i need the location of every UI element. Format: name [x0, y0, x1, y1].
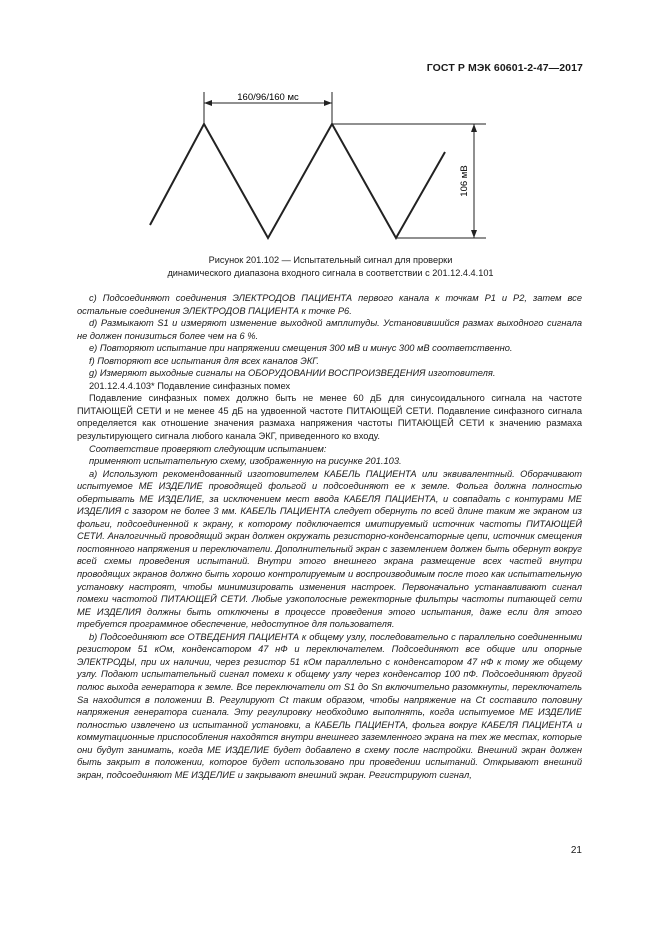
- paragraph-test-a: a) Используют рекомендованный изготовителем КАБЕЛЬ ПАЦИЕНТА или эквивалентный. Оборачивают испытуемое МЕ ИЗДЕЛИЕ проводящей фольгой и подсоединяют ее к земле. Фольга должна полностью обертывать МЕ ИЗДЕЛИЕ, за исключением мест ввода КАБЕЛЯ ПАЦИЕНТА, и совпадать с контурами МЕ ИЗДЕЛИЯ с зазором не более 3 мм. КАБЕЛЬ ПАЦИЕНТА следует обернуть по всей длине таким же экраном из фольги, подсоединенной к экрану, к которому подключается имитируемый источник частоты ПИТАЮЩЕЙ СЕТИ. Аналогичный проводящий экран должен окружать резисторно-конденсаторные цепи, источник смещения постоянного напряжения и переключатели. Дополнительный экран с заземлением должен быть обернут вокруг всей схемы проведения испытаний. Внутри этого внешнего экрана размещение всех частей внутри проводящих экранов должно быть хорошо контролируемым и воспроизводимым после того как испытательную установку настроят, чтобы минимизировать изменения настроек. Первоначально устанавливают сигнал помехи частотой ПИТАЮЩЕЙ СЕТИ. Любые узкополосные режекторные фильтры частоты питающей сети МЕ ИЗДЕЛИЯ должны быть отключены в процессе проведения этого испытания, даже если для этого требуется программное обеспечение, недоступное для пользователя.: [77, 468, 582, 630]
- figure-caption: [0, 254, 661, 279]
- paragraph-step-c: c) Подсоединяют соединения ЭЛЕКТРОДОВ ПАЦИЕНТА первого канала к точкам P1 и P2, затем все остальные соединения ЭЛЕКТРОДОВ ПАЦИЕНТА к точке P6.: [77, 293, 582, 316]
- amplitude-arrow-top: [471, 124, 477, 132]
- page-number: 21: [570, 845, 582, 856]
- paragraph-step-g: g) Измеряют выходные сигналы на ОБОРУДОВАНИИ ВОСПРОИЗВЕДЕНИЯ изготовителя.: [89, 368, 496, 379]
- section-heading: 201.12.4.4.103* Подавление синфазных помех: [89, 380, 291, 391]
- paragraph-compliance: Соответствие проверяют следующим испытанием:: [89, 443, 327, 454]
- period-label: 160/96/160 мс: [237, 92, 299, 103]
- amplitude-label: 106 мВ: [459, 165, 470, 197]
- paragraph-step-e: e) Повторяют испытание при напряжении смещения 300 мВ и минус 300 мВ соответственно.: [89, 343, 513, 354]
- paragraph-requirement: Подавление синфазных помех должно быть не менее 60 дБ для синусоидального сигнала на частоте ПИТАЮЩЕЙ СЕТИ и не менее 45 дБ на удвоенной частоте ПИТАЮЩЕЙ СЕТИ. Подавление синфазного сигнала определяется как отношение значения размаха напряжения частоты ПИТАЮЩЕЙ СЕТИ к значению размаха результирующего сигнала любого канала ЭКГ, приведенного ко входу.: [77, 393, 582, 442]
- triangle-waveform: [150, 124, 445, 238]
- paragraph-step-d: d) Размыкают S1 и измеряют изменение выходной амплитуды. Установившийся размах выходного сигнала не должен понизиться более чем на 6 %.: [77, 318, 582, 341]
- paragraph-test-b: b) Подсоединяют все ОТВЕДЕНИЯ ПАЦИЕНТА к общему узлу, последовательно с параллельно соединенными резистором 51 кОм, конденсатором 47 нФ и переключателем. Подсоединяют все общие или опорные ЭЛЕКТРОДЫ, при их наличии, через резистор 51 кОм параллельно с конденсатором 47 нФ к тому же общему узлу. Подают испытательный сигнал помехи к общему узлу через конденсатор 100 пФ. Подсоединяют другой полюс выхода генератора к земле. Все переключатели от S1 до Sn включительно разомкнуты, переключатель Sa находится в положении В. Регулируют Ct таким образом, чтобы напряжение на Ct составило половину напряжения генератора сигнала. Эту регулировку необходимо выполнять, когда испытуемое МЕ ИЗДЕЛИЕ полностью извлечено из испытанной установки, а КАБЕЛЬ ПАЦИЕНТА, фольга вокруг КАБЕЛЯ ПАЦИЕНТА и коммутационные приспособления находятся внутри внешнего заземленного экрана на тех же местах, которые они будут занимать, когда МЕ ИЗДЕЛИЕ будет добавлено в схему после настройки. Внешний экран должен быть закрыт в положении, которое будет использовано при проведении испытаний. Открывают внешний экран, подсоединяют МЕ ИЗДЕЛИЕ и закрывают внешний экран. Регистрируют сигнал,: [77, 631, 582, 780]
- test-signal-figure: [0, 0, 661, 260]
- paragraph-step-f: f) Повторяют все испытания для всех каналов ЭКГ.: [89, 355, 320, 366]
- amplitude-arrow-bottom: [471, 230, 477, 238]
- paragraph-apply-scheme: применяют испытательную схему, изображенную на рисунке 201.103.: [89, 456, 402, 467]
- period-arrow-left: [204, 100, 212, 106]
- period-arrow-right: [324, 100, 332, 106]
- figure-caption-line-1: Рисунок 201.102 — Испытательный сигнал для проверки: [208, 255, 453, 265]
- document-code-header: ГОСТ Р МЭК 60601-2-47—2017: [426, 62, 583, 74]
- figure-caption-line-2: динамического диапазона входного сигнала в соответствии с 201.12.4.4.101: [167, 267, 494, 278]
- body-text: [77, 292, 582, 781]
